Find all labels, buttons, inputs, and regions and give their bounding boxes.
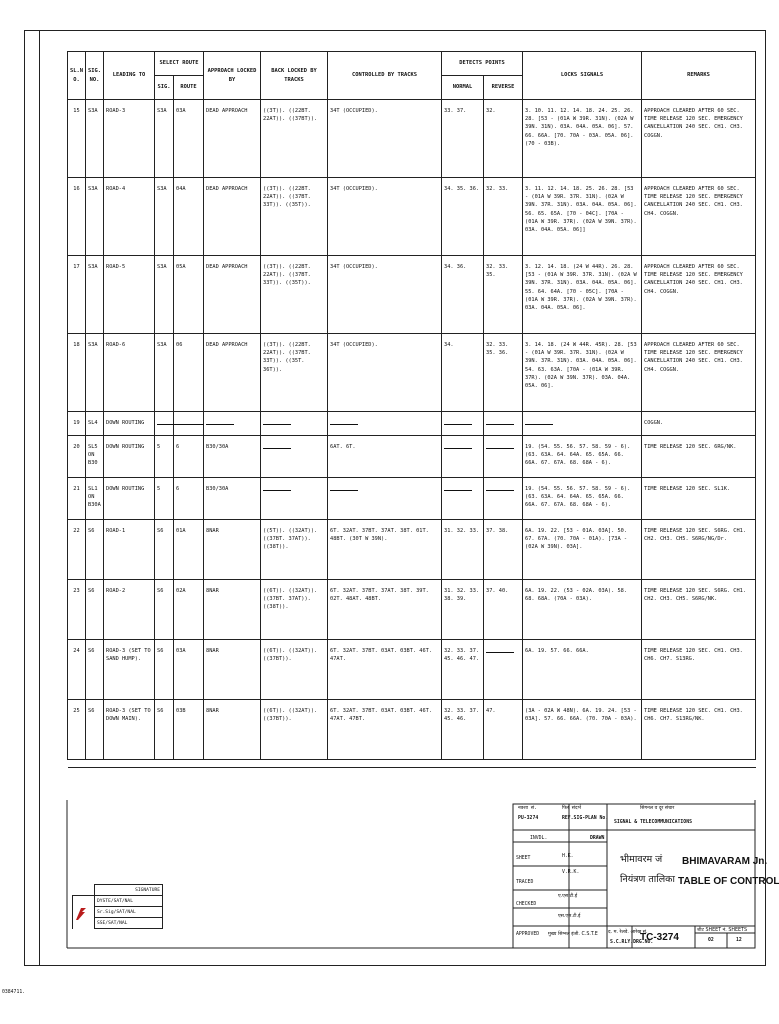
cell-approach: DEAD APPROACH xyxy=(204,334,261,412)
cell-back: ((3T)). ((22BT. 22AT)). ((37BT. 33T)). ((35T)). xyxy=(261,178,328,256)
cell-controlled xyxy=(328,478,442,520)
cell-back: ((3T)). ((22BT. 22AT)). ((37BT. 33T)). ((35T. 36T)). xyxy=(261,334,328,412)
cell-normal: 32. 33. 37. 45. 46. 47. xyxy=(442,640,484,700)
cell-leading: DOWN ROUTING xyxy=(104,412,155,436)
cell-approach: 8NAR xyxy=(204,580,261,640)
cell-approach: 8NAR xyxy=(204,520,261,580)
cell-sl: 25 xyxy=(68,700,86,760)
rly-hindi: द. म. रेलवे. आरेख सं. xyxy=(608,930,648,935)
cell-controlled: 6AT. 6T. xyxy=(328,436,442,478)
cell-sig: S3A xyxy=(86,334,104,412)
cell-back xyxy=(261,478,328,520)
cell-locks: 6A. 19. 22. [53 - 01A. 03A]. 50. 67. 67A. (70. 70A - 01A). [73A - (02A W 39N). 03A]. xyxy=(523,520,642,580)
cell-controlled: 34T (OCCUPIED). xyxy=(328,334,442,412)
row-label-sheet: SHEET xyxy=(516,856,531,861)
cell-locks xyxy=(523,412,642,436)
cell-sig: S6 xyxy=(86,580,104,640)
cell-leading: ROAD-3 xyxy=(104,100,155,178)
table-row xyxy=(68,580,756,640)
col-locks-signals: LOCKS SIGNALS xyxy=(523,52,642,100)
dash-mark xyxy=(176,424,204,425)
cell-remarks: TIME RELEASE 120 SEC. 6RG/NK. xyxy=(642,436,756,478)
cell-route: 6 xyxy=(174,436,204,478)
cell-back xyxy=(261,436,328,478)
cell-route: 03A xyxy=(174,100,204,178)
cell-sig: S3A xyxy=(86,178,104,256)
staff-hk: H.K. xyxy=(562,854,574,859)
doc-hindi: नियंत्रण तालिका xyxy=(620,874,675,885)
dept-hindi: सिगनल व दूर संचार xyxy=(640,806,675,811)
cell-locks: 19. (54. 55. 56. 57. 58. 59 - 6). (63. 63A. 64. 64A. 65. 65A. 66. 66A. 67. 67A. 68. 68A - 6). xyxy=(523,436,642,478)
table-row xyxy=(68,100,756,178)
cell-sig: SL5 ON B30 xyxy=(86,436,104,478)
cell-locks: 3. 12. 14. 18. (24 W 44R). 26. 28. [53 - (01A W 39R. 37R. 31N). (02A W 39N. 37R. 31N). 03A. 04A. 05A. 06]. 55. 64. 64A. [70 - 05C]. [70A - (01A W 39R. 37R). (02A W 39N. 37R). 03A. 04A. 05A. 06]. xyxy=(523,256,642,334)
row-label-approved: APPROVED xyxy=(516,932,540,937)
sig-row-srsig: Sr.Sig/SAT/NAL xyxy=(95,907,163,918)
col-approach-locked: APPROACH LOCKED BY xyxy=(204,52,261,100)
sheet-label: शीट SHEET नं. SHEETS xyxy=(697,928,748,933)
staff-vrk: V.R.K. xyxy=(562,870,580,875)
cell-sl: 21 xyxy=(68,478,86,520)
cell-approach: DEAD APPROACH xyxy=(204,100,261,178)
cell-rsig: S3A xyxy=(155,256,174,334)
col-leading-to: LEADING TO xyxy=(104,52,155,100)
cell-back: ((6T)). ((32AT)). ((37BT)). xyxy=(261,640,328,700)
cell-sl: 23 xyxy=(68,580,86,640)
cell-back: ((3T)). ((22BT. 22AT)). ((37BT. 33T)). ((35T)). xyxy=(261,256,328,334)
dept-name: SIGNAL & TELECOMMUNICATIONS xyxy=(614,820,692,825)
staff-cste: मुख्य सिग्नल इंजी. C.S.T.E xyxy=(548,932,598,937)
dash-mark xyxy=(444,490,472,491)
table-row xyxy=(68,478,756,520)
cell-remarks: TIME RELEASE 120 SEC. SL1K. xyxy=(642,478,756,520)
cell-normal: 33. 37. xyxy=(442,100,484,178)
cell-rsig: 5 xyxy=(155,436,174,478)
table-row xyxy=(68,640,756,700)
cell-rsig xyxy=(155,412,174,436)
drawn-label: DRAWN xyxy=(590,836,605,841)
drawing-number: TC-3274 xyxy=(640,932,679,943)
ref-label-hindi-2: फिर संदर्भ xyxy=(562,806,581,811)
dash-mark xyxy=(263,448,291,449)
signature-label: SIGNATURE xyxy=(95,885,163,896)
sig-row-sse: SSE/SAT/NAL xyxy=(95,918,163,929)
cell-controlled: 6T. 32AT. 37BT. 37AT. 38T. 01T. 48BT. (30T W 39N). xyxy=(328,520,442,580)
cell-reverse: 47. xyxy=(484,700,523,760)
cell-normal xyxy=(442,436,484,478)
col-select-route: SELECT ROUTE xyxy=(155,52,204,76)
cell-normal: 31. 32. 33. xyxy=(442,520,484,580)
col-controlled: CONTROLLED BY TRACKS xyxy=(328,52,442,100)
cell-reverse: 32. xyxy=(484,100,523,178)
col-reverse: REVERSE xyxy=(484,76,523,100)
cell-sig: S3A xyxy=(86,100,104,178)
cell-back: ((6T)). ((32AT)). ((37BT)). xyxy=(261,700,328,760)
cell-approach: B30/30A xyxy=(204,478,261,520)
cell-approach xyxy=(204,412,261,436)
cell-remarks: TIME RELEASE 120 SEC. CH1. CH3. CH6. CH7. S13RG. xyxy=(642,640,756,700)
col-sl-no: SL.NO. xyxy=(68,52,86,100)
table-row xyxy=(68,256,756,334)
table-row xyxy=(68,412,756,436)
cell-remarks: TIME RELEASE 120 SEC. S6RG. CH1. CH2. CH3. CH5. S6RG/NK. xyxy=(642,580,756,640)
cell-sig: SL1 ON B30A xyxy=(86,478,104,520)
cell-remarks: APPROACH CLEARED AFTER 60 SEC. TIME RELEASE 120 SEC. EMERGENCY CANCELLATION 240 SEC. CH1. CH3. COGGN. xyxy=(642,100,756,178)
cell-locks: 3. 14. 18. (24 W 44R. 45R). 28. [53 - (01A W 39R. 37R. 31N). (02A W 39N. 37R. 31N). 03A. 04A. 05A. 06]. 54. 63. 63A. [70A - (01A W 39R. 37R). (02A W 39N. 37R). 03A. 04A. 05A. 06]. xyxy=(523,334,642,412)
table-row xyxy=(68,178,756,256)
cell-sig: SL4 xyxy=(86,412,104,436)
cell-back: ((3T)). ((22BT. 22AT)). ((37BT)). xyxy=(261,100,328,178)
sig-row-dyste: DYSTE/SAT/NAL xyxy=(95,896,163,907)
rly-label: S.C.RLY.DRG.NO. xyxy=(610,940,654,945)
dash-mark xyxy=(486,490,514,491)
staff-sste: एस.एस.टी.ई xyxy=(558,914,581,919)
cell-route: 03B xyxy=(174,700,204,760)
cell-locks: 19. (54. 55. 56. 57. 58. 59 - 6). (63. 63A. 64. 64A. 65. 65A. 66. 66A. 67. 67A. 68. 68A - 6). xyxy=(523,478,642,520)
cell-reverse xyxy=(484,640,523,700)
col-back-locked: BACK LOCKED BY TRACKS xyxy=(261,52,328,100)
cell-rsig: S3A xyxy=(155,100,174,178)
cell-rsig: 5 xyxy=(155,478,174,520)
cell-sl: 18 xyxy=(68,334,86,412)
station-hindi: भीमावरम जं xyxy=(620,854,663,865)
cell-locks: 3. 10. 11. 12. 14. 18. 24. 25. 26. 28. [53 - (01A W 39R. 31N). (02A W 39N. 31N). 03A. 04A. 05A. 06]. 57. 66. 66A. [70. 70A - 03A. 05A. 06]. (70 - 03B). xyxy=(523,100,642,178)
table-blank-area xyxy=(68,760,756,768)
cell-remarks: APPROACH CLEARED AFTER 60 SEC. TIME RELEASE 120 SEC. EMERGENCY CANCELLATION 240 SEC. CH1. CH3. CH4. COGGN. xyxy=(642,178,756,256)
cell-remarks: COGGN. xyxy=(642,412,756,436)
station-name: BHIMAVARAM Jn. xyxy=(682,856,768,867)
dash-mark xyxy=(525,424,553,425)
cell-remarks: APPROACH CLEARED AFTER 60 SEC. TIME RELEASE 120 SEC. EMERGENCY CANCELLATION 240 SEC. CH1. CH3. CH4. COGGN. xyxy=(642,334,756,412)
cell-sl: 24 xyxy=(68,640,86,700)
cell-route: 04A xyxy=(174,178,204,256)
dash-mark xyxy=(330,490,358,491)
cell-controlled: 6T. 32AT. 37BT. 03AT. 03BT. 46T. 47AT. xyxy=(328,640,442,700)
cell-remarks: TIME RELEASE 120 SEC. CH1. CH3. CH6. CH7. S13RG/NK. xyxy=(642,700,756,760)
cell-sig: S3A xyxy=(86,256,104,334)
cell-route: 6 xyxy=(174,478,204,520)
ref-label: REF.SIG-PLAN No. xyxy=(562,816,609,821)
cell-sl: 22 xyxy=(68,520,86,580)
cell-route xyxy=(174,412,204,436)
cell-normal xyxy=(442,412,484,436)
cell-route: 01A xyxy=(174,520,204,580)
cell-rsig: S3A xyxy=(155,178,174,256)
col-sig: SIG. xyxy=(155,76,174,100)
cell-normal: 34. 35. 36. xyxy=(442,178,484,256)
cell-reverse: 32. 33. 35. 36. xyxy=(484,334,523,412)
plan-number: PU-3274 xyxy=(518,816,539,821)
cell-reverse xyxy=(484,436,523,478)
dash-mark xyxy=(206,424,234,425)
table-row xyxy=(68,700,756,760)
cell-route: 03A xyxy=(174,640,204,700)
cell-controlled: 34T (OCCUPIED). xyxy=(328,256,442,334)
cell-approach: 8NAR xyxy=(204,640,261,700)
cell-back: ((6T)). ((32AT)). ((37BT. 37AT)). ((38T)). xyxy=(261,580,328,640)
blank-cell xyxy=(68,760,756,768)
col-remarks: REMARKS xyxy=(642,52,756,100)
cell-normal: 31. 32. 33. 38. 39. xyxy=(442,580,484,640)
cell-leading: ROAD-6 xyxy=(104,334,155,412)
cell-reverse xyxy=(484,412,523,436)
cell-rsig: S3A xyxy=(155,334,174,412)
cell-locks: 6A. 19. 22. (53 - 02A. 03A). 58. 68. 68A. (70A - 03A). xyxy=(523,580,642,640)
cell-remarks: TIME RELEASE 120 SEC. S6RG. CH1. CH2. CH3. CH5. S6RG/NG/Dr. xyxy=(642,520,756,580)
cell-sl: 16 xyxy=(68,178,86,256)
sheet-number: 02 xyxy=(708,938,714,943)
cell-leading: ROAD-3 (SET TO SAND HUMP). xyxy=(104,640,155,700)
cell-normal xyxy=(442,478,484,520)
dash-mark xyxy=(444,424,472,425)
footer-note: 0384711. xyxy=(2,990,26,995)
cell-leading: ROAD-2 xyxy=(104,580,155,640)
cell-locks: (3A - 02A W 48N). 6A. 19. 24. [53 - 03A]. 57. 66. 66A. (70. 70A - 03A). xyxy=(523,700,642,760)
cell-locks: 6A. 19. 57. 66. 66A. xyxy=(523,640,642,700)
sheet-total: 12 xyxy=(736,938,742,943)
cell-controlled: 6T. 32AT. 37BT. 03AT. 03BT. 46T. 47AT. 47BT. xyxy=(328,700,442,760)
dash-mark xyxy=(486,424,514,425)
cell-reverse: 37. 38. xyxy=(484,520,523,580)
cell-remarks: APPROACH CLEARED AFTER 60 SEC. TIME RELEASE 120 SEC. EMERGENCY CANCELLATION 240 SEC. CH1. CH3. CH4. COGGN. xyxy=(642,256,756,334)
ref-label-hindi: नक्शा सं. xyxy=(518,806,537,811)
cell-leading: ROAD-3 (SET TO DOWN MAIN). xyxy=(104,700,155,760)
dash-mark xyxy=(330,424,358,425)
cell-normal: 34. xyxy=(442,334,484,412)
cell-controlled: 34T (OCCUPIED). xyxy=(328,178,442,256)
cell-back xyxy=(261,412,328,436)
cell-sl: 17 xyxy=(68,256,86,334)
dash-mark xyxy=(263,424,291,425)
table-row xyxy=(68,334,756,412)
railway-logo-icon xyxy=(74,906,88,922)
cell-leading: DOWN ROUTING xyxy=(104,478,155,520)
dash-mark xyxy=(486,652,514,653)
cell-leading: ROAD-5 xyxy=(104,256,155,334)
cell-controlled: 6T. 32AT. 37BT. 37AT. 38T. 39T. 02T. 48AT. 48BT. xyxy=(328,580,442,640)
cell-normal: 34. 36. xyxy=(442,256,484,334)
col-normal: NORMAL xyxy=(442,76,484,100)
cell-back: ((5T)). ((32AT)). ((37BT. 37AT)). ((38T)). xyxy=(261,520,328,580)
cell-sig: S6 xyxy=(86,640,104,700)
cell-sig: S6 xyxy=(86,520,104,580)
cell-rsig: S6 xyxy=(155,520,174,580)
cell-route: 02A xyxy=(174,580,204,640)
cell-reverse: 37. 40. xyxy=(484,580,523,640)
dash-mark xyxy=(486,448,514,449)
binding-margin-line xyxy=(39,30,40,966)
cell-rsig: S6 xyxy=(155,580,174,640)
table-of-control xyxy=(67,51,756,768)
dash-mark xyxy=(263,490,291,491)
table-row xyxy=(68,520,756,580)
cell-route: 06 xyxy=(174,334,204,412)
table-row xyxy=(68,436,756,478)
cell-controlled: 34T (OCCUPIED). xyxy=(328,100,442,178)
cell-sl: 15 xyxy=(68,100,86,178)
col-sig-no: SIG.NO. xyxy=(86,52,104,100)
col-route: ROUTE xyxy=(174,76,204,100)
doc-title: TABLE OF CONTROL xyxy=(678,876,779,887)
cell-approach: DEAD APPROACH xyxy=(204,178,261,256)
cell-reverse: 32. 33. 35. xyxy=(484,256,523,334)
cell-route: 05A xyxy=(174,256,204,334)
cell-leading: ROAD-4 xyxy=(104,178,155,256)
cell-leading: DOWN ROUTING xyxy=(104,436,155,478)
cell-rsig: S6 xyxy=(155,640,174,700)
cell-locks: 3. 11. 12. 14. 18. 25. 26. 28. [53 - (01A W 39R. 37R. 31N). (02A W 39N. 37R. 31N). 03A. 04A. 05A. 06]. 56. 65. 65A. [70 - 04C]. [70A - (01A W 39R. 37R). (02A W 39N. 37R). 03A. 04A. 05A. 06]] xyxy=(523,178,642,256)
cell-approach: 8NAR xyxy=(204,700,261,760)
cell-leading: ROAD-1 xyxy=(104,520,155,580)
cell-rsig: S6 xyxy=(155,700,174,760)
cell-normal: 32. 33. 37. 45. 46. xyxy=(442,700,484,760)
cell-sl: 19 xyxy=(68,412,86,436)
cell-sl: 20 xyxy=(68,436,86,478)
cell-reverse: 32. 33. xyxy=(484,178,523,256)
dash-mark xyxy=(444,448,472,449)
row-label-invdl: INVDL. xyxy=(530,836,548,841)
cell-approach: DEAD APPROACH xyxy=(204,256,261,334)
cell-controlled xyxy=(328,412,442,436)
row-label-checked: CHECKED xyxy=(516,902,537,907)
col-detects-points: DETECTS POINTS xyxy=(442,52,523,76)
row-label-traced: TRACED xyxy=(516,880,534,885)
cell-reverse xyxy=(484,478,523,520)
staff-aste: ए.एस.टी.ई xyxy=(558,894,578,899)
cell-approach: B30/30A xyxy=(204,436,261,478)
cell-sig: S6 xyxy=(86,700,104,760)
